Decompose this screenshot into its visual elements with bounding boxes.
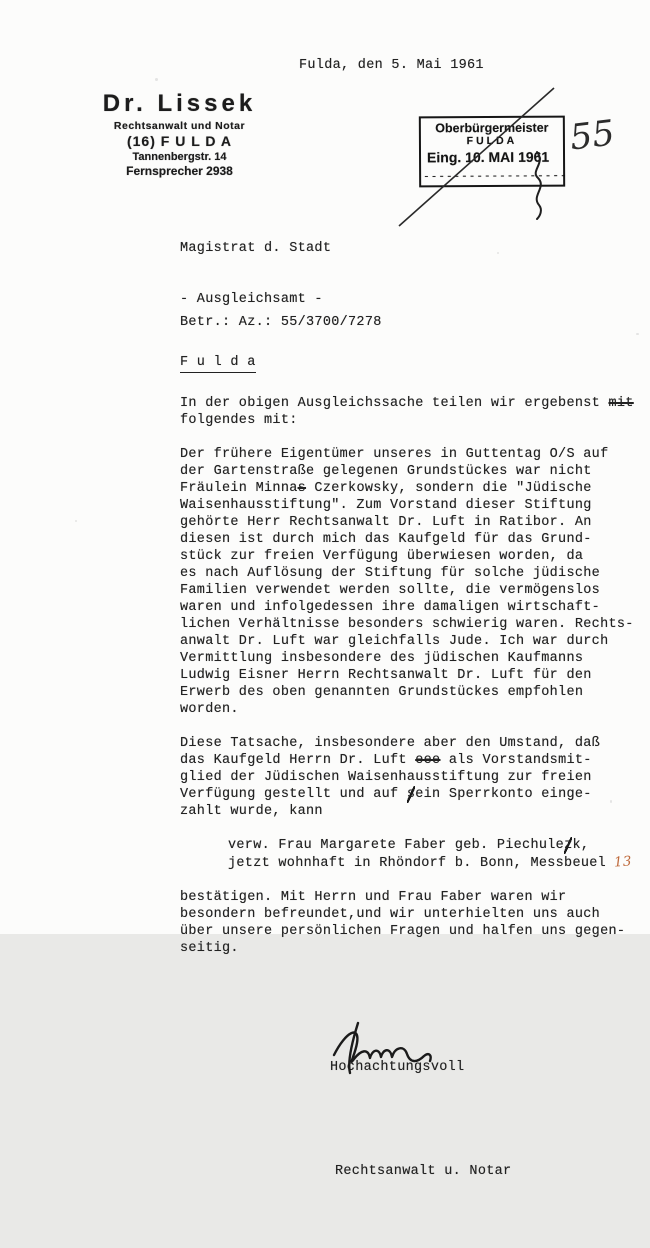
body-line: besondern befreundet,und wir unterhielten uns auch	[180, 907, 601, 922]
stamp-office: Oberbürgermeister	[435, 120, 549, 136]
letterhead-title: Rechtsanwalt und Notar	[113, 120, 246, 132]
signer-title: Rechtsanwalt u. Notar	[335, 1164, 512, 1179]
stamp-city: FULDA	[466, 134, 518, 148]
scan-speck	[75, 520, 77, 522]
body-line: In der obigen Ausgleichssache teilen wir ergebenst mit	[180, 396, 634, 411]
letterhead-phone: Fernsprecher 2938	[126, 164, 233, 178]
body-paragraph	[180, 395, 645, 429]
recipient-line: - Ausgleichsamt -	[180, 292, 323, 307]
recipient-line: Magistrat d. Stadt	[180, 241, 332, 256]
body-line: Familien verwendet werden sollte, die vermögenslos	[180, 583, 601, 598]
body-line: zahlt wurde, kann	[180, 804, 323, 819]
corrected-text: eee	[415, 753, 441, 768]
body-line: es nach Auflösung der Stiftung für solche jüdische	[180, 566, 601, 581]
stamp-date: Eing. 10. MAI 1961	[426, 148, 550, 166]
letter-body	[180, 361, 645, 1248]
letterhead-street: Tannenbergstr. 14	[132, 151, 227, 163]
handwritten-number: 55	[567, 113, 617, 159]
body-line: waren und infolgedessen ihre damaligen wirtschaft-	[180, 600, 601, 615]
received-stamp	[419, 116, 568, 188]
scan-speck	[155, 78, 158, 81]
body-line: glied der Jüdischen Waisenhausstiftung zur freien	[180, 770, 592, 785]
corrected-text: z	[564, 838, 573, 853]
body-line: lichen Verhältnisse besonders schwierig waren. Rechts-	[180, 617, 634, 632]
stamp-dashed-line: -------------------	[423, 170, 568, 184]
corrected-text: s	[406, 787, 416, 802]
scan-speck	[610, 800, 612, 803]
body-line: Der frühere Eigentümer unseres in Guttentag O/S auf	[180, 447, 609, 462]
letterhead-stamp	[72, 90, 287, 178]
body-line: das Kaufgeld Herrn Dr. Luft eee als Vorstandsmit-	[180, 753, 592, 768]
body-line: Ludwig Eisner Herrn Rechtsanwalt Dr. Luft für den	[180, 668, 592, 683]
body-line: gehörte Herr Rechtsanwalt Dr. Luft in Ratibor. An	[180, 515, 592, 530]
body-paragraph	[180, 837, 645, 872]
body-line: bestätigen. Mit Herrn und Frau Faber waren wir	[180, 890, 567, 905]
letterhead-city: (16) F U L D A	[126, 133, 232, 149]
body-line: Diese Tatsache, insbesondere aber den Umstand, daß	[180, 736, 601, 751]
body-line: Erwerb des oben genannten Grundstückes empfohlen	[180, 685, 584, 700]
body-line: seitig.	[180, 941, 239, 956]
body-paragraphs	[180, 395, 645, 957]
body-line: Verfügung gestellt und auf sein Sperrkonto einge-	[180, 787, 592, 802]
scan-speck	[636, 333, 639, 335]
recipient-city: F u l d a	[180, 354, 256, 373]
letterhead-name: Dr. Lissek	[102, 90, 257, 117]
body-paragraph	[180, 735, 645, 820]
body-line: anwalt Dr. Luft war gleichfalls Jude. Ich war durch	[180, 634, 609, 649]
body-paragraph	[180, 889, 645, 957]
corrected-text: s	[297, 481, 307, 496]
scan-speck	[497, 252, 499, 254]
body-line: über unsere persönlichen Fragen und halfen uns gegen-	[180, 924, 626, 939]
body-line: verw. Frau Margarete Faber geb. Piechulezk,	[228, 838, 590, 853]
body-line: Waisenhausstiftung". Zum Vorstand dieser Stiftung	[180, 498, 592, 513]
date-line: Fulda, den 5. Mai 1961	[299, 58, 484, 73]
body-line: worden.	[180, 702, 239, 717]
reference-line: Betr.: Az.: 55/3700/7278	[180, 315, 382, 330]
salutation: Hochachtungsvoll	[330, 1060, 465, 1075]
body-line: jetzt wohnhaft in Rhöndorf b. Bonn, Messbeuel 13	[228, 853, 633, 871]
body-line: Fräulein Minnas Czerkowsky, sondern die "Jüdische	[180, 481, 592, 496]
corrected-text: mit	[608, 396, 634, 411]
body-line: Vermittlung insbesondere des jüdischen Kaufmanns	[180, 651, 584, 666]
body-paragraph	[180, 446, 645, 718]
body-line: folgendes mit:	[180, 413, 298, 428]
body-line: der Gartenstraße gelegenen Grundstückes war nicht	[180, 464, 592, 479]
body-line: stück zur freien Verfügung überwiesen worden, da	[180, 549, 584, 564]
body-line: diesen ist durch mich das Kaufgeld für das Grund-	[180, 532, 592, 547]
handwritten-text: 13	[613, 853, 633, 871]
closing-block	[180, 1025, 645, 1214]
